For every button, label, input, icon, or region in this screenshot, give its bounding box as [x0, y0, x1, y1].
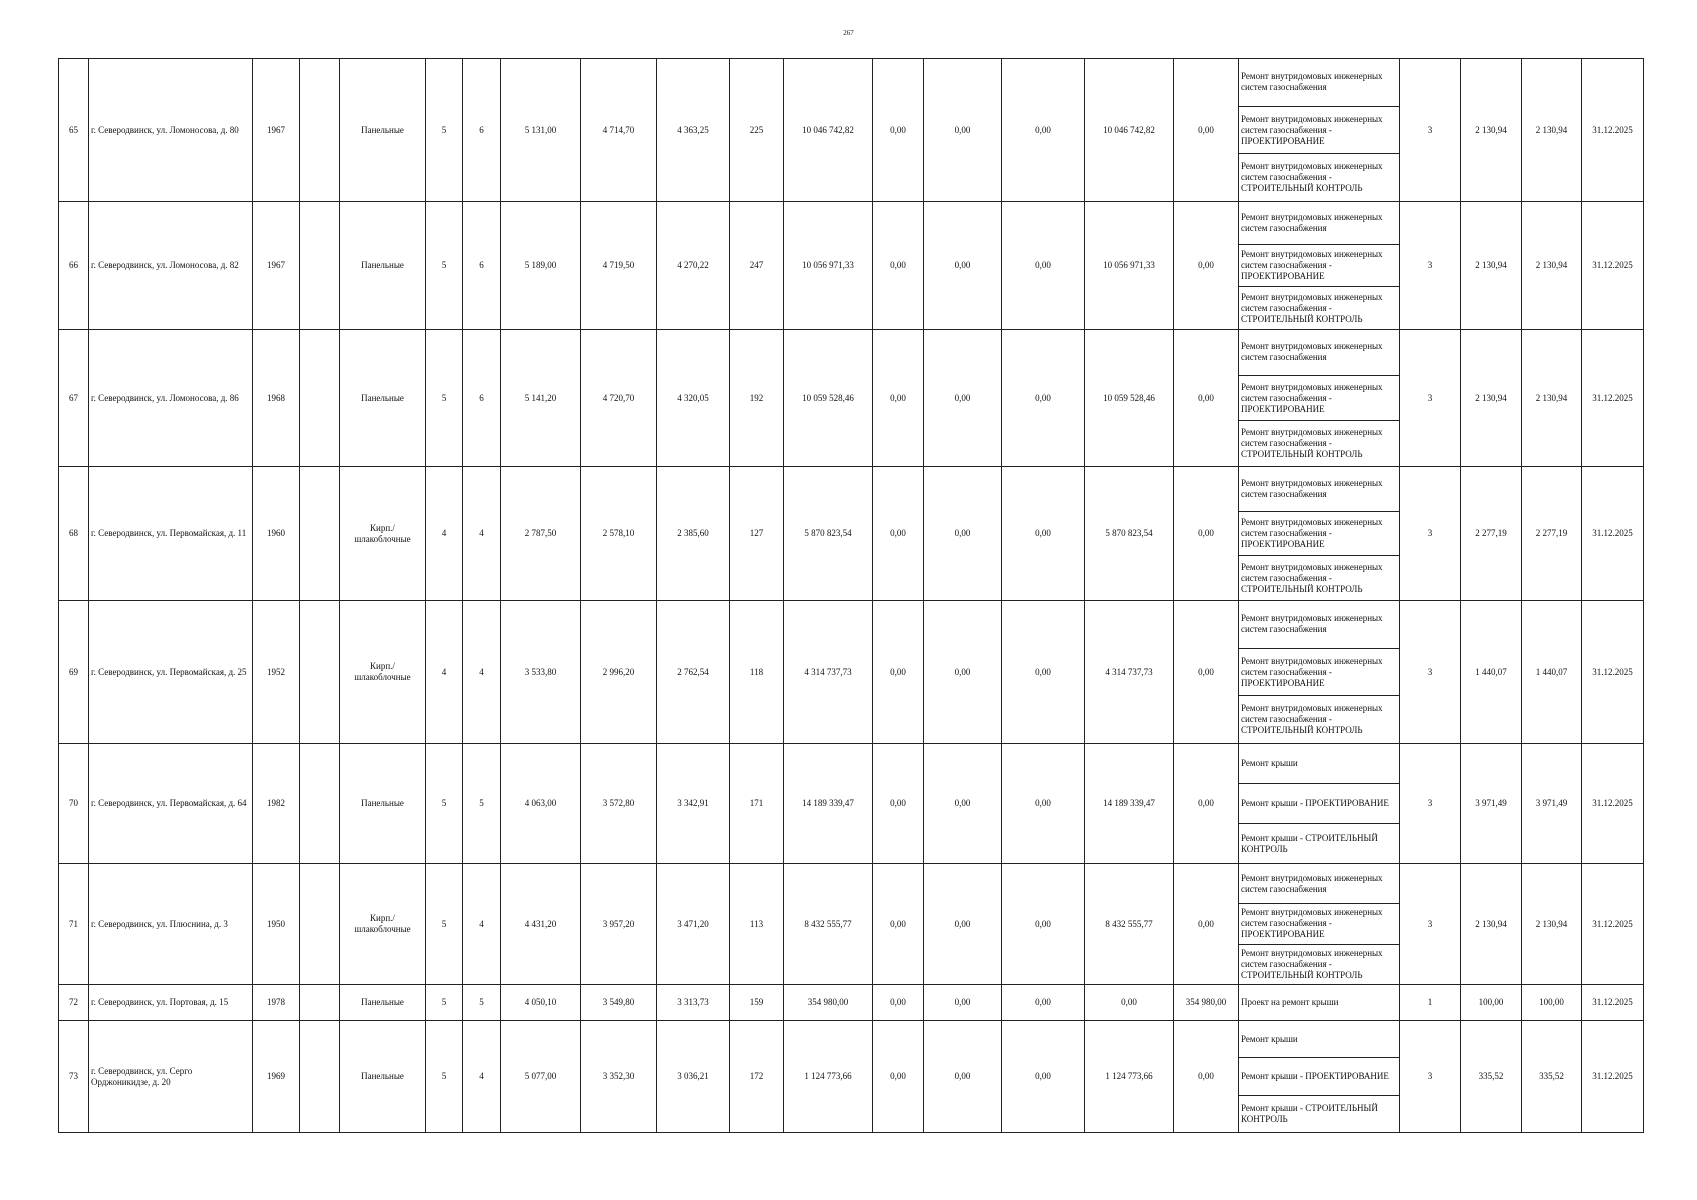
work-count-cell: 3: [1400, 1021, 1461, 1133]
works-cell: [1239, 985, 1400, 1021]
fund-owners-cell: 10 059 528,46: [1085, 330, 1174, 467]
fund-federal-cell: 0,00: [873, 330, 924, 467]
address-cell: г. Северодвинск, ул. Ломоносова, д. 86: [89, 330, 253, 467]
wall-material-cell: Панельные: [340, 744, 426, 864]
floors-cell: 4: [426, 601, 463, 744]
works-cell: [1239, 330, 1400, 467]
living-area-cell: 2 996,20: [581, 601, 657, 744]
unit-cost-cell: 2 130,94: [1461, 864, 1522, 985]
work-item: Ремонт внутридомовых инженерных систем газоснабжения: [1239, 467, 1399, 512]
total-area-cell: 5 131,00: [501, 59, 581, 202]
address-cell: г. Северодвинск, ул. Первомайская, д. 64: [89, 744, 253, 864]
address-cell: г. Северодвинск, ул. Плюснина, д. 3: [89, 864, 253, 985]
fund-local-cell: 0,00: [1002, 985, 1085, 1021]
page-number: 267: [843, 29, 854, 37]
work-item: Ремонт внутридомовых инженерных систем газоснабжения: [1239, 601, 1399, 649]
blank-cell-cell: [300, 330, 340, 467]
floors-cell: 5: [426, 202, 463, 330]
work-list: [1239, 330, 1399, 466]
work-item: Ремонт внутридомовых инженерных систем газоснабжения - ПРОЕКТИРОВАНИЕ: [1239, 649, 1399, 697]
work-list: [1239, 864, 1399, 984]
unit-cost-cell: 1 440,07: [1461, 601, 1522, 744]
work-item: Ремонт крыши: [1239, 1021, 1399, 1058]
fund-other-cell: 0,00: [1174, 601, 1239, 744]
fund-regional-cell: 0,00: [924, 601, 1002, 744]
fund-local-cell: 0,00: [1002, 202, 1085, 330]
table-row: [59, 330, 1644, 467]
residential-area-cell: 3 313,73: [657, 985, 730, 1021]
address-cell: г. Северодвинск, ул. Первомайская, д. 25: [89, 601, 253, 744]
work-item: Ремонт крыши - СТРОИТЕЛЬНЫЙ КОНТРОЛЬ: [1241, 832, 1378, 854]
blank-cell-cell: [300, 59, 340, 202]
works-cell: [1239, 864, 1400, 985]
entrances-cell: 6: [463, 59, 501, 202]
table-row: [59, 864, 1644, 985]
row-number-cell: 67: [59, 330, 89, 467]
entrances-cell: 5: [463, 985, 501, 1021]
table-row: [59, 467, 1644, 601]
work-item: Ремонт внутридомовых инженерных систем газоснабжения: [1239, 330, 1399, 376]
residents-cell: 192: [730, 330, 784, 467]
work-item: Проект на ремонт крыши: [1241, 997, 1339, 1007]
residents-cell: 172: [730, 1021, 784, 1133]
fund-local-cell: 0,00: [1002, 330, 1085, 467]
work-item: Ремонт внутридомовых инженерных систем газоснабжения - ПРОЕКТИРОВАНИЕ: [1239, 107, 1399, 155]
fund-federal-cell: 0,00: [873, 1021, 924, 1133]
floors-cell: 5: [426, 1021, 463, 1133]
fund-other-cell: 0,00: [1174, 864, 1239, 985]
total-area-cell: 5 141,20: [501, 330, 581, 467]
total-area-cell: 5 077,00: [501, 1021, 581, 1133]
build-year-cell: 1952: [253, 601, 300, 744]
address-cell: г. Северодвинск, ул. Первомайская, д. 11: [89, 467, 253, 601]
floors-cell: 5: [426, 985, 463, 1021]
row-number-cell: 66: [59, 202, 89, 330]
fund-owners-cell: 0,00: [1085, 985, 1174, 1021]
entrances-cell: 6: [463, 202, 501, 330]
wall-material-cell: Кирп./ шлакоблочные: [340, 467, 426, 601]
unit-cost-cell: 2 130,94: [1461, 202, 1522, 330]
unit-cost-max-cell: 335,52: [1522, 1021, 1582, 1133]
row-number-cell: 69: [59, 601, 89, 744]
residential-area-cell: 2 762,54: [657, 601, 730, 744]
blank-cell-cell: [300, 864, 340, 985]
work-item: Ремонт внутридомовых инженерных систем газоснабжения: [1239, 59, 1399, 107]
work-item: Ремонт внутридомовых инженерных систем газоснабжения: [1239, 202, 1399, 245]
build-year-cell: 1960: [253, 467, 300, 601]
fund-other-cell: 0,00: [1174, 467, 1239, 601]
entrances-cell: 4: [463, 864, 501, 985]
table-row: [59, 1021, 1644, 1133]
cost-total-cell: 10 056 971,33: [784, 202, 873, 330]
build-year-cell: 1967: [253, 59, 300, 202]
work-count-cell: 3: [1400, 601, 1461, 744]
work-item: Ремонт внутридомовых инженерных систем газоснабжения - СТРОИТЕЛЬНЫЙ КОНТРОЛЬ: [1241, 427, 1383, 460]
blank-cell-cell: [300, 467, 340, 601]
wall-material-cell: Панельные: [340, 985, 426, 1021]
fund-owners-cell: 14 189 339,47: [1085, 744, 1174, 864]
total-area-cell: 4 050,10: [501, 985, 581, 1021]
unit-cost-cell: 335,52: [1461, 1021, 1522, 1133]
residents-cell: 159: [730, 985, 784, 1021]
work-list: [1239, 985, 1399, 1020]
work-count-cell: 3: [1400, 744, 1461, 864]
floors-cell: 5: [426, 864, 463, 985]
residential-area-cell: 3 471,20: [657, 864, 730, 985]
fund-federal-cell: 0,00: [873, 985, 924, 1021]
cost-total-cell: 354 980,00: [784, 985, 873, 1021]
unit-cost-max-cell: 3 971,49: [1522, 744, 1582, 864]
living-area-cell: 2 578,10: [581, 467, 657, 601]
address-cell: г. Северодвинск, ул. Серго Орджоникидзе, д. 20: [89, 1021, 253, 1133]
row-number-cell: 70: [59, 744, 89, 864]
work-list: [1239, 202, 1399, 329]
work-item: Ремонт внутридомовых инженерных систем газоснабжения - ПРОЕКТИРОВАНИЕ: [1239, 376, 1399, 422]
fund-owners-cell: 5 870 823,54: [1085, 467, 1174, 601]
blank-cell-cell: [300, 601, 340, 744]
living-area-cell: 4 719,50: [581, 202, 657, 330]
fund-regional-cell: 0,00: [924, 330, 1002, 467]
fund-regional-cell: 0,00: [924, 1021, 1002, 1133]
fund-local-cell: 0,00: [1002, 864, 1085, 985]
fund-owners-cell: 1 124 773,66: [1085, 1021, 1174, 1133]
living-area-cell: 3 352,30: [581, 1021, 657, 1133]
build-year-cell: 1969: [253, 1021, 300, 1133]
table-row: [59, 744, 1644, 864]
fund-owners-cell: 4 314 737,73: [1085, 601, 1174, 744]
work-item: Ремонт крыши - СТРОИТЕЛЬНЫЙ КОНТРОЛЬ: [1241, 1102, 1378, 1124]
work-list: [1239, 1021, 1399, 1132]
table-row: [59, 202, 1644, 330]
residential-area-cell: 3 342,91: [657, 744, 730, 864]
wall-material-cell: Панельные: [340, 202, 426, 330]
work-item: Ремонт внутридомовых инженерных систем газоснабжения - СТРОИТЕЛЬНЫЙ КОНТРОЛЬ: [1241, 561, 1383, 594]
unit-cost-cell: 100,00: [1461, 985, 1522, 1021]
table-row: [59, 601, 1644, 744]
work-list: [1239, 467, 1399, 600]
wall-material-cell: Панельные: [340, 59, 426, 202]
deadline-cell: 31.12.2025: [1582, 985, 1644, 1021]
work-item: Ремонт внутридомовых инженерных систем газоснабжения - СТРОИТЕЛЬНЫЙ КОНТРОЛЬ: [1241, 947, 1383, 980]
works-cell: [1239, 744, 1400, 864]
row-number-cell: 68: [59, 467, 89, 601]
total-area-cell: 3 533,80: [501, 601, 581, 744]
cost-total-cell: 8 432 555,77: [784, 864, 873, 985]
fund-federal-cell: 0,00: [873, 59, 924, 202]
residents-cell: 118: [730, 601, 784, 744]
work-count-cell: 3: [1400, 59, 1461, 202]
fund-regional-cell: 0,00: [924, 744, 1002, 864]
entrances-cell: 4: [463, 467, 501, 601]
work-list: [1239, 601, 1399, 743]
address-cell: г. Северодвинск, ул. Ломоносова, д. 82: [89, 202, 253, 330]
build-year-cell: 1978: [253, 985, 300, 1021]
work-item: Ремонт крыши - ПРОЕКТИРОВАНИЕ: [1239, 784, 1399, 824]
unit-cost-cell: 2 130,94: [1461, 330, 1522, 467]
unit-cost-max-cell: 2 130,94: [1522, 59, 1582, 202]
unit-cost-max-cell: 2 277,19: [1522, 467, 1582, 601]
unit-cost-max-cell: 2 130,94: [1522, 330, 1582, 467]
fund-other-cell: 354 980,00: [1174, 985, 1239, 1021]
fund-local-cell: 0,00: [1002, 59, 1085, 202]
cost-total-cell: 4 314 737,73: [784, 601, 873, 744]
fund-local-cell: 0,00: [1002, 744, 1085, 864]
row-number-cell: 73: [59, 1021, 89, 1133]
work-item: Ремонт внутридомовых инженерных систем газоснабжения - ПРОЕКТИРОВАНИЕ: [1239, 512, 1399, 557]
fund-owners-cell: 10 046 742,82: [1085, 59, 1174, 202]
fund-owners-cell: 8 432 555,77: [1085, 864, 1174, 985]
floors-cell: 5: [426, 744, 463, 864]
table-row: [59, 59, 1644, 202]
cost-total-cell: 14 189 339,47: [784, 744, 873, 864]
table-row: [59, 985, 1644, 1021]
work-count-cell: 3: [1400, 467, 1461, 601]
living-area-cell: 4 714,70: [581, 59, 657, 202]
unit-cost-max-cell: 2 130,94: [1522, 202, 1582, 330]
cost-total-cell: 10 059 528,46: [784, 330, 873, 467]
residents-cell: 127: [730, 467, 784, 601]
unit-cost-max-cell: 100,00: [1522, 985, 1582, 1021]
entrances-cell: 4: [463, 1021, 501, 1133]
cost-total-cell: 5 870 823,54: [784, 467, 873, 601]
work-item: Ремонт внутридомовых инженерных систем газоснабжения - ПРОЕКТИРОВАНИЕ: [1239, 904, 1399, 944]
entrances-cell: 4: [463, 601, 501, 744]
deadline-cell: 31.12.2025: [1582, 601, 1644, 744]
unit-cost-max-cell: 2 130,94: [1522, 864, 1582, 985]
fund-federal-cell: 0,00: [873, 202, 924, 330]
fund-local-cell: 0,00: [1002, 467, 1085, 601]
residents-cell: 225: [730, 59, 784, 202]
floors-cell: 4: [426, 467, 463, 601]
work-item: Ремонт внутридомовых инженерных систем газоснабжения - СТРОИТЕЛЬНЫЙ КОНТРОЛЬ: [1241, 291, 1383, 324]
unit-cost-cell: 2 277,19: [1461, 467, 1522, 601]
wall-material-cell: Кирп./ шлакоблочные: [340, 864, 426, 985]
work-count-cell: 3: [1400, 864, 1461, 985]
fund-federal-cell: 0,00: [873, 601, 924, 744]
fund-local-cell: 0,00: [1002, 1021, 1085, 1133]
address-cell: г. Северодвинск, ул. Портовая, д. 15: [89, 985, 253, 1021]
address-cell: г. Северодвинск, ул. Ломоносова, д. 80: [89, 59, 253, 202]
residential-area-cell: 4 270,22: [657, 202, 730, 330]
deadline-cell: 31.12.2025: [1582, 864, 1644, 985]
living-area-cell: 3 957,20: [581, 864, 657, 985]
fund-regional-cell: 0,00: [924, 864, 1002, 985]
residential-area-cell: 3 036,21: [657, 1021, 730, 1133]
living-area-cell: 3 572,80: [581, 744, 657, 864]
fund-other-cell: 0,00: [1174, 202, 1239, 330]
fund-federal-cell: 0,00: [873, 864, 924, 985]
blank-cell-cell: [300, 202, 340, 330]
fund-federal-cell: 0,00: [873, 744, 924, 864]
work-item: Ремонт крыши: [1239, 744, 1399, 784]
entrances-cell: 5: [463, 744, 501, 864]
residential-area-cell: 4 320,05: [657, 330, 730, 467]
blank-cell-cell: [300, 1021, 340, 1133]
blank-cell-cell: [300, 985, 340, 1021]
fund-federal-cell: 0,00: [873, 467, 924, 601]
unit-cost-cell: 3 971,49: [1461, 744, 1522, 864]
residential-area-cell: 4 363,25: [657, 59, 730, 202]
works-cell: [1239, 1021, 1400, 1133]
residents-cell: 247: [730, 202, 784, 330]
floors-cell: 5: [426, 330, 463, 467]
capital-repair-register-table: [58, 58, 1644, 1133]
deadline-cell: 31.12.2025: [1582, 59, 1644, 202]
work-item: Ремонт внутридомовых инженерных систем газоснабжения - СТРОИТЕЛЬНЫЙ КОНТРОЛЬ: [1241, 703, 1383, 736]
floors-cell: 5: [426, 59, 463, 202]
total-area-cell: 4 431,20: [501, 864, 581, 985]
deadline-cell: 31.12.2025: [1582, 1021, 1644, 1133]
unit-cost-cell: 2 130,94: [1461, 59, 1522, 202]
cost-total-cell: 10 046 742,82: [784, 59, 873, 202]
deadline-cell: 31.12.2025: [1582, 467, 1644, 601]
entrances-cell: 6: [463, 330, 501, 467]
build-year-cell: 1967: [253, 202, 300, 330]
fund-regional-cell: 0,00: [924, 202, 1002, 330]
living-area-cell: 4 720,70: [581, 330, 657, 467]
fund-other-cell: 0,00: [1174, 59, 1239, 202]
unit-cost-max-cell: 1 440,07: [1522, 601, 1582, 744]
residents-cell: 171: [730, 744, 784, 864]
total-area-cell: 5 189,00: [501, 202, 581, 330]
fund-owners-cell: 10 056 971,33: [1085, 202, 1174, 330]
cost-total-cell: 1 124 773,66: [784, 1021, 873, 1133]
fund-other-cell: 0,00: [1174, 744, 1239, 864]
build-year-cell: 1968: [253, 330, 300, 467]
fund-regional-cell: 0,00: [924, 467, 1002, 601]
works-cell: [1239, 202, 1400, 330]
fund-other-cell: 0,00: [1174, 330, 1239, 467]
residents-cell: 113: [730, 864, 784, 985]
work-count-cell: 1: [1400, 985, 1461, 1021]
wall-material-cell: Панельные: [340, 1021, 426, 1133]
build-year-cell: 1950: [253, 864, 300, 985]
fund-regional-cell: 0,00: [924, 59, 1002, 202]
works-cell: [1239, 467, 1400, 601]
works-cell: [1239, 601, 1400, 744]
total-area-cell: 2 787,50: [501, 467, 581, 601]
row-number-cell: 72: [59, 985, 89, 1021]
fund-regional-cell: 0,00: [924, 985, 1002, 1021]
work-count-cell: 3: [1400, 330, 1461, 467]
blank-cell-cell: [300, 744, 340, 864]
work-item: Ремонт внутридомовых инженерных систем газоснабжения - СТРОИТЕЛЬНЫЙ КОНТРОЛЬ: [1241, 161, 1383, 194]
work-list: [1239, 744, 1399, 863]
build-year-cell: 1982: [253, 744, 300, 864]
row-number-cell: 71: [59, 864, 89, 985]
wall-material-cell: Кирп./ шлакоблочные: [340, 601, 426, 744]
living-area-cell: 3 549,80: [581, 985, 657, 1021]
deadline-cell: 31.12.2025: [1582, 744, 1644, 864]
work-item: Ремонт внутридомовых инженерных систем газоснабжения - ПРОЕКТИРОВАНИЕ: [1239, 245, 1399, 288]
wall-material-cell: Панельные: [340, 330, 426, 467]
work-count-cell: 3: [1400, 202, 1461, 330]
deadline-cell: 31.12.2025: [1582, 330, 1644, 467]
work-list: [1239, 59, 1399, 201]
fund-local-cell: 0,00: [1002, 601, 1085, 744]
total-area-cell: 4 063,00: [501, 744, 581, 864]
deadline-cell: 31.12.2025: [1582, 202, 1644, 330]
fund-other-cell: 0,00: [1174, 1021, 1239, 1133]
residential-area-cell: 2 385,60: [657, 467, 730, 601]
work-item: Ремонт крыши - ПРОЕКТИРОВАНИЕ: [1239, 1058, 1399, 1095]
work-item: Ремонт внутридомовых инженерных систем газоснабжения: [1239, 864, 1399, 904]
row-number-cell: 65: [59, 59, 89, 202]
works-cell: [1239, 59, 1400, 202]
